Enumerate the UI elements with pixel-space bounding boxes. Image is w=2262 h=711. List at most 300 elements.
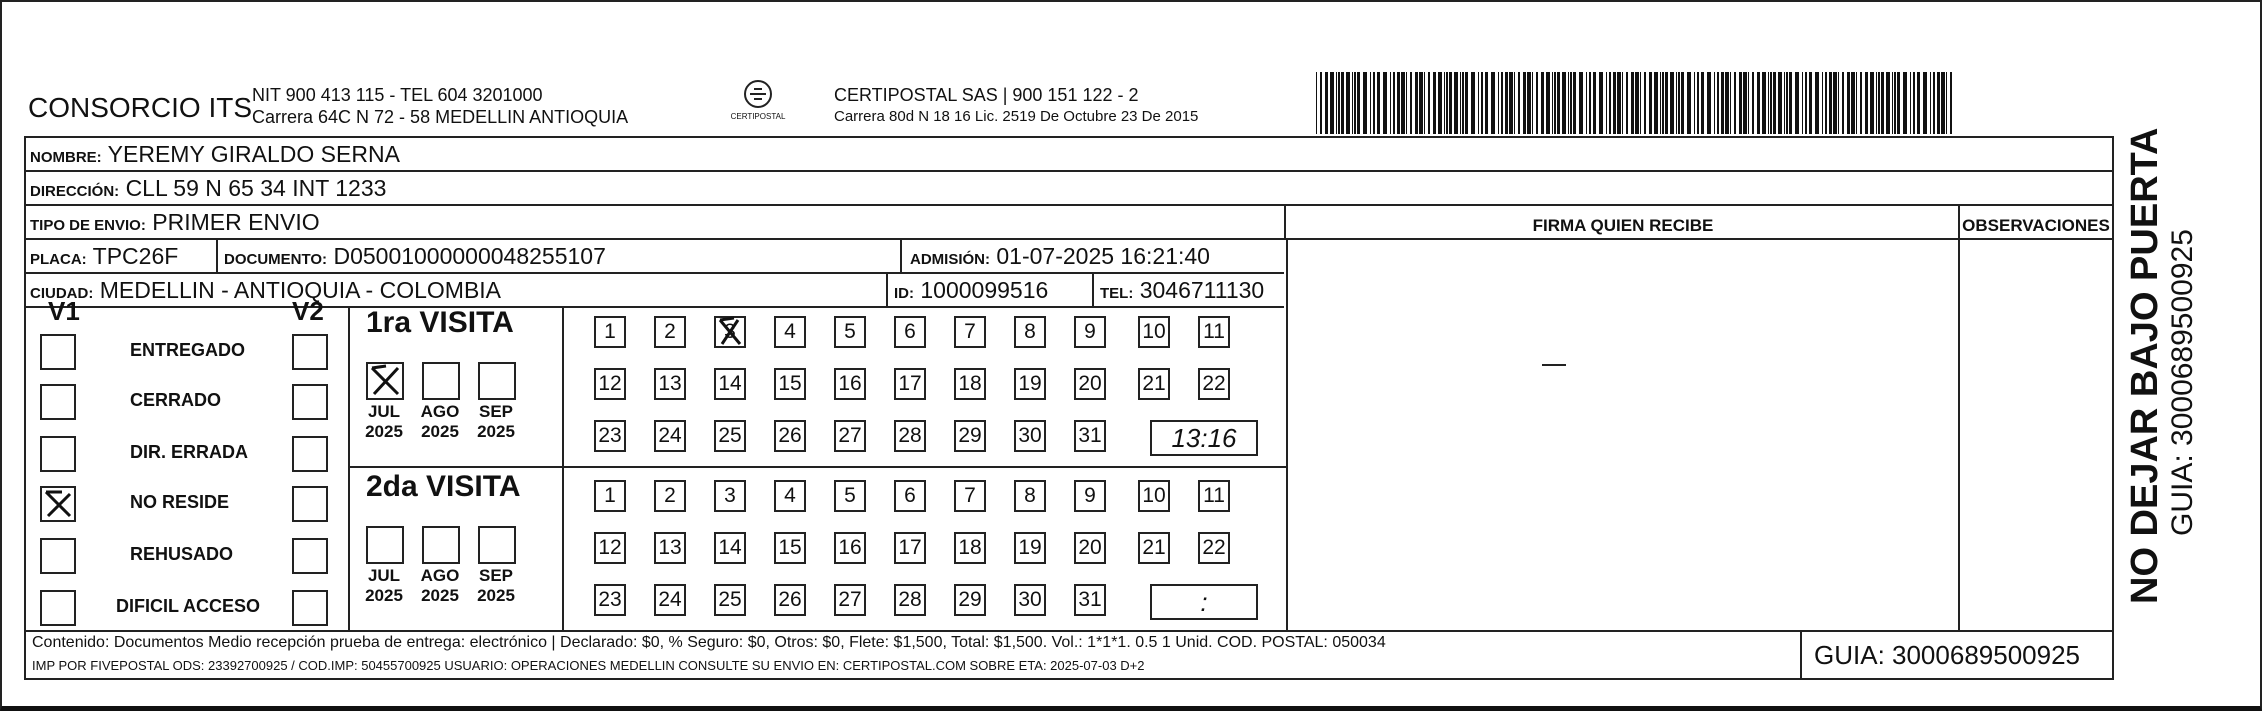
certipostal-name: CERTIPOSTAL SAS | 900 151 122 - 2 <box>834 85 1139 105</box>
barcode-bar <box>1725 72 1729 134</box>
barcode-bar <box>1460 72 1461 134</box>
check-mark-icon <box>42 488 74 520</box>
barcode-bar <box>1390 72 1391 134</box>
day-checkbox[interactable]: 26 <box>774 584 806 616</box>
barcode-bar <box>1635 72 1639 134</box>
v2-status-checkbox[interactable] <box>292 334 328 370</box>
firma-header: FIRMA QUIEN RECIBE <box>1288 206 1960 240</box>
footer-guia-divider <box>1800 630 1802 678</box>
day-checkbox[interactable]: 22 <box>1198 532 1230 564</box>
barcode-bar <box>1370 72 1371 134</box>
day-checkbox[interactable]: 19 <box>1014 368 1046 400</box>
id-cell <box>886 274 1048 306</box>
barcode-bar <box>1665 72 1668 134</box>
barcode-bar <box>1383 72 1387 134</box>
tipo-label: TIPO DE ENVIO: <box>30 217 146 234</box>
barcode-bar <box>1676 72 1677 134</box>
day-checkbox[interactable]: 30 <box>1014 584 1046 616</box>
admision-label: ADMISIÓN: <box>910 251 990 268</box>
barcode-bar <box>1589 72 1591 134</box>
barcode-bar <box>1424 72 1425 134</box>
barcode-bar <box>1743 72 1747 134</box>
v1-status-checkbox[interactable] <box>40 590 76 626</box>
day-checkbox[interactable]: 4 <box>774 316 806 348</box>
status-label: ENTREGADO <box>130 340 246 360</box>
barcode-bar <box>1707 72 1711 134</box>
observaciones-header: OBSERVACIONES <box>1960 206 2112 240</box>
barcode-bar <box>1352 72 1353 134</box>
day-checkbox[interactable]: 17 <box>894 368 926 400</box>
barcode-bar <box>1599 72 1603 134</box>
day-checkbox[interactable]: 9 <box>1074 480 1106 512</box>
barcode-bar <box>1509 72 1513 134</box>
month-label: JUL <box>367 402 401 421</box>
month-label: SEP <box>478 566 514 585</box>
documento-cell <box>216 240 606 272</box>
barcode-bar <box>1654 72 1658 134</box>
tipo-value: PRIMER ENVIO <box>152 209 320 235</box>
ciudad-label: CIUDAD: <box>30 285 94 302</box>
signature-mark <box>1542 364 1566 366</box>
barcode-bar <box>1881 72 1884 134</box>
year-label: 2025 <box>365 586 403 605</box>
v2-status-checkbox[interactable] <box>292 384 328 420</box>
tel-value: 3046711130 <box>1139 277 1265 303</box>
day-checkbox[interactable]: 29 <box>954 584 986 616</box>
barcode-bar <box>1419 72 1423 134</box>
day-checkbox[interactable]: 15 <box>774 532 806 564</box>
barcode-bar <box>1465 72 1468 134</box>
id-label: ID: <box>894 285 914 302</box>
barcode-bar <box>1410 72 1412 134</box>
barcode-bar <box>1670 72 1674 134</box>
barcode-bar <box>1717 72 1719 134</box>
year-label: 2025 <box>477 422 515 441</box>
day-checkbox[interactable]: 9 <box>1074 316 1106 348</box>
barcode-bar <box>1878 72 1880 134</box>
day-checkbox[interactable]: 18 <box>954 532 986 564</box>
placa-value: TPC26F <box>92 243 179 269</box>
status-label: DIFICIL ACCESO <box>116 596 261 616</box>
logo-text: CERTIPOSTAL <box>730 112 786 121</box>
id-value: 1000099516 <box>920 277 1049 303</box>
barcode-bar <box>1320 72 1322 134</box>
day-checkbox[interactable]: 23 <box>594 584 626 616</box>
day-checkbox[interactable]: 20 <box>1074 368 1106 400</box>
day-checkbox[interactable]: 17 <box>894 532 926 564</box>
barcode-bar <box>1842 72 1844 134</box>
barcode-bar <box>1341 72 1344 134</box>
barcode-bar <box>1856 72 1857 134</box>
barcode-bar <box>1514 72 1515 134</box>
barcode-bar <box>1838 72 1839 134</box>
barcode-bar <box>1568 72 1569 134</box>
tel-cell <box>1092 274 1264 306</box>
ciudad-value: MEDELLIN - ANTIOQUIA - COLOMBIA <box>99 277 502 303</box>
check-mark-icon <box>714 316 746 348</box>
barcode-bar <box>1941 72 1945 134</box>
barcode-bar <box>1527 72 1531 134</box>
admision-cell <box>900 240 1210 272</box>
barcode-bar <box>1829 72 1832 134</box>
day-checkbox[interactable]: 28 <box>894 420 926 452</box>
barcode-bar <box>1552 72 1553 134</box>
barcode-bar <box>1617 72 1621 134</box>
barcode-bar <box>1346 72 1350 134</box>
nombre-label: NOMBRE: <box>30 149 102 166</box>
barcode-bar <box>1613 72 1616 134</box>
year-label: 2025 <box>365 422 403 441</box>
barcode-bar <box>1330 72 1334 134</box>
barcode-bar <box>1913 72 1915 134</box>
barcode-bar <box>1579 72 1583 134</box>
barcode-bar <box>1501 72 1503 134</box>
barcode-bar <box>1393 72 1395 134</box>
status-label: CERRADO <box>130 390 222 410</box>
barcode-bar <box>1865 72 1868 134</box>
barcode-bar <box>1536 72 1538 134</box>
barcode-bar <box>1518 72 1520 134</box>
barcode-bar <box>1562 72 1566 134</box>
shipping-label-body <box>24 136 2114 680</box>
certipostal-info <box>834 84 1198 128</box>
barcode-bar <box>1454 72 1458 134</box>
day-checkbox[interactable]: 3 <box>714 480 746 512</box>
direccion-value: CLL 59 N 65 34 INT 1233 <box>125 175 387 201</box>
barcode-bar <box>1687 72 1691 134</box>
barcode-bar <box>1660 72 1661 134</box>
barcode-bar <box>1523 72 1526 134</box>
barcode-bar <box>1903 72 1907 134</box>
day-checkbox[interactable]: 6 <box>894 316 926 348</box>
month-label: AGO <box>420 566 460 585</box>
barcode-bar <box>1933 72 1935 134</box>
barcode-bar <box>1415 72 1418 134</box>
barcode-bar <box>1336 72 1337 134</box>
barcode-bar <box>1609 72 1611 134</box>
barcode-bar <box>1870 72 1874 134</box>
barcode-bar <box>1946 72 1947 134</box>
barcode-bar <box>1815 72 1819 134</box>
barcode-bar <box>1825 72 1827 134</box>
barcode-bar <box>1701 72 1704 134</box>
barcode-bar <box>1860 72 1862 134</box>
barcode-bar <box>1631 72 1634 134</box>
day-checkbox[interactable]: 29 <box>954 420 986 452</box>
month-divider <box>562 308 564 630</box>
side-guia: GUIA: 3000689500925 <box>2166 229 2199 536</box>
barcode-bar <box>1897 72 1900 134</box>
barcode-bar <box>1471 72 1475 134</box>
month-checkbox[interactable] <box>422 362 460 400</box>
visit-divider <box>348 466 1286 468</box>
barcode-bar <box>1930 72 1931 134</box>
barcode-bar <box>1809 72 1812 134</box>
barcode-bar <box>1778 72 1782 134</box>
barcode-bar <box>1748 72 1749 134</box>
barcode-bar <box>1606 72 1607 134</box>
day-checkbox[interactable]: 18 <box>954 368 986 400</box>
barcode-bar <box>1721 72 1724 134</box>
nombre-value: YEREMY GIRALDO SERNA <box>107 141 400 167</box>
status-label: DIR. ERRADA <box>130 442 249 462</box>
day-checkbox[interactable]: 31 <box>1074 420 1106 452</box>
barcode-bar <box>1822 72 1823 134</box>
barcode-bar <box>1622 72 1623 134</box>
barcode-bar <box>1649 72 1652 134</box>
second-visit-label: 2da VISITA <box>366 470 521 503</box>
day-checkbox[interactable]: 25 <box>714 420 746 452</box>
documento-label: DOCUMENTO: <box>224 251 328 268</box>
day-checkbox[interactable]: 7 <box>954 316 986 348</box>
barcode-bar <box>1784 72 1785 134</box>
day-checkbox[interactable]: 15 <box>774 368 806 400</box>
company-address: Carrera 64C N 72 - 58 MEDELLIN ANTIOQUIA <box>252 107 629 127</box>
company-info <box>252 84 628 128</box>
barcode-bar <box>1739 72 1742 134</box>
barcode-bar <box>1573 72 1576 134</box>
barcode-bar <box>1626 72 1628 134</box>
barcode-bar <box>1694 72 1695 134</box>
barcode-bar <box>1505 72 1508 134</box>
barcode-bar <box>1373 72 1375 134</box>
day-checkbox[interactable]: 26 <box>774 420 806 452</box>
barcode-bar <box>1752 72 1754 134</box>
barcode-bar <box>1363 72 1367 134</box>
barcode-bar <box>1325 72 1328 134</box>
direccion-row <box>26 172 2112 206</box>
day-checkbox[interactable]: 6 <box>894 480 926 512</box>
day-checkbox[interactable]: 22 <box>1198 368 1230 400</box>
barcode-bar <box>1338 72 1340 134</box>
barcode-bar <box>1428 72 1430 134</box>
year-label: 2025 <box>421 422 459 441</box>
barcode-bar <box>1377 72 1380 134</box>
barcode-bar <box>1917 72 1920 134</box>
barcode-bar <box>1795 72 1799 134</box>
day-checkbox[interactable]: 23 <box>594 420 626 452</box>
year-label: 2025 <box>421 586 459 605</box>
day-checkbox[interactable]: 21 <box>1138 368 1170 400</box>
barcode-bar <box>1786 72 1788 134</box>
day-checkbox[interactable]: 5 <box>834 316 866 348</box>
direccion-label: DIRECCIÓN: <box>30 183 120 200</box>
barcode-bar <box>1397 72 1400 134</box>
certipostal-address: Carrera 80d N 18 16 Lic. 2519 De Octubre 23 De 2015 <box>834 108 1199 125</box>
barcode-bar <box>1789 72 1792 134</box>
brand-name: CONSORCIO ITS <box>28 92 253 123</box>
barcode-bar <box>1446 72 1448 134</box>
day-checkbox[interactable]: 21 <box>1138 532 1170 564</box>
barcode-bar <box>1438 72 1442 134</box>
barcode-bar <box>1433 72 1436 134</box>
v2-status-checkbox[interactable] <box>292 486 328 522</box>
v1-status-checkbox[interactable] <box>40 384 76 420</box>
nombre-row <box>26 138 2112 172</box>
barcode-bar <box>1833 72 1837 134</box>
barcode-bar <box>1805 72 1807 134</box>
day-checkbox[interactable]: 2 <box>654 316 686 348</box>
tipo-row <box>26 206 1286 240</box>
barcode-bar <box>1546 72 1550 134</box>
day-checkbox[interactable]: 1 <box>594 480 626 512</box>
barcode-bar <box>1644 72 1646 134</box>
day-checkbox[interactable]: 11 <box>1198 316 1230 348</box>
v1-status-checkbox[interactable] <box>40 436 76 472</box>
day-checkbox[interactable]: 31 <box>1074 584 1106 616</box>
barcode-bar <box>1923 72 1927 134</box>
barcode-bar <box>1554 72 1556 134</box>
barcode-bar <box>1481 72 1483 134</box>
day-checkbox[interactable]: 8 <box>1014 316 1046 348</box>
footer-imp: IMP POR FIVEPOSTAL ODS: 23392700925 / COD.IMP: 50455700925 USUARIO: OPERACIONES MEDELLIN CONSULTE SU ENVIO EN: CERTIPOSTAL.COM SOBRE ETA: 2025-07-03 D+2 <box>32 658 1145 673</box>
day-checkbox[interactable]: 25 <box>714 584 746 616</box>
barcode-bar <box>1498 72 1499 134</box>
day-checkbox[interactable]: 2 <box>654 480 686 512</box>
day-checkbox[interactable]: 3 <box>714 316 746 348</box>
barcode-bar <box>1491 72 1495 134</box>
v2-status-checkbox[interactable] <box>292 590 328 626</box>
year-label: 2025 <box>477 586 515 605</box>
documento-value: D05001000000048255107 <box>333 243 606 269</box>
barcode-bar <box>1357 72 1360 134</box>
v1-status-checkbox[interactable] <box>40 486 76 522</box>
barcode-bar <box>1937 72 1940 134</box>
day-checkbox[interactable]: 27 <box>834 584 866 616</box>
day-checkbox[interactable]: 12 <box>594 532 626 564</box>
barcode-bar <box>1406 72 1407 134</box>
placa-row <box>26 240 1284 274</box>
barcode <box>1316 72 1956 134</box>
day-checkbox[interactable]: 13 <box>654 368 686 400</box>
month-checkbox[interactable] <box>478 362 516 400</box>
firma-left-border <box>1286 238 1288 630</box>
barcode-bar <box>1478 72 1479 134</box>
barcode-bar <box>1802 72 1803 134</box>
month-label: SEP <box>478 402 514 421</box>
month-checkbox[interactable] <box>478 526 516 564</box>
footer-content: Contenido: Documentos Medio recepción prueba de entrega: electrónico | Declarado: $0, % Seguro: $0, Otros: $0, Flete: $1,500, Total: $1,500. Vol.: 1*1*1. 0.5 1 Unid. COD. POSTAL: 050034 <box>32 634 1386 651</box>
v2-status-checkbox[interactable] <box>292 436 328 472</box>
barcode-bar <box>1910 72 1911 134</box>
day-checkbox[interactable]: 7 <box>954 480 986 512</box>
time-field[interactable]: : <box>1150 584 1258 620</box>
first-visit-label: 1ra VISITA <box>366 306 514 339</box>
day-checkbox[interactable]: 30 <box>1014 420 1046 452</box>
barcode-bar <box>1485 72 1488 134</box>
barcode-bar <box>1847 72 1850 134</box>
day-checkbox[interactable]: 14 <box>714 368 746 400</box>
day-checkbox[interactable]: 20 <box>1074 532 1106 564</box>
barcode-bar <box>1768 72 1769 134</box>
day-checkbox[interactable]: 16 <box>834 368 866 400</box>
barcode-bar <box>1851 72 1855 134</box>
barcode-bar <box>1714 72 1715 134</box>
v2-label: V2 <box>292 296 324 326</box>
barcode-bar <box>1570 72 1572 134</box>
barcode-bar <box>1734 72 1736 134</box>
barcode-bar <box>1593 72 1596 134</box>
day-checkbox[interactable]: 10 <box>1138 316 1170 348</box>
day-checkbox[interactable]: 27 <box>834 420 866 452</box>
barcode-bar <box>1892 72 1893 134</box>
check-mark-icon <box>368 364 402 398</box>
day-checkbox[interactable]: 13 <box>654 532 686 564</box>
day-checkbox[interactable]: 4 <box>774 480 806 512</box>
barcode-bar <box>1678 72 1680 134</box>
day-checkbox[interactable]: 1 <box>594 316 626 348</box>
barcode-bar <box>1354 72 1356 134</box>
barcode-bar <box>1662 72 1664 134</box>
day-checkbox[interactable]: 19 <box>1014 532 1046 564</box>
day-checkbox[interactable]: 5 <box>834 480 866 512</box>
barcode-bar <box>1557 72 1560 134</box>
v2-status-checkbox[interactable] <box>292 538 328 574</box>
month-label: AGO <box>420 402 460 421</box>
day-checkbox[interactable]: 11 <box>1198 480 1230 512</box>
barcode-bar <box>1316 72 1317 134</box>
month-checkbox[interactable] <box>366 362 404 400</box>
barcode-bar <box>1730 72 1731 134</box>
barcode-bar <box>1773 72 1776 134</box>
time-field[interactable]: 13:16 <box>1150 420 1258 456</box>
certipostal-logo <box>728 72 788 132</box>
barcode-bar <box>1757 72 1760 134</box>
barcode-bar <box>1462 72 1464 134</box>
day-checkbox[interactable]: 28 <box>894 584 926 616</box>
day-checkbox[interactable]: 10 <box>1138 480 1170 512</box>
month-label: JUL <box>367 566 401 585</box>
v1-status-checkbox[interactable] <box>40 334 76 370</box>
barcode-bar <box>1770 72 1772 134</box>
barcode-bar <box>1586 72 1587 134</box>
barcode-bar <box>1444 72 1445 134</box>
v1-status-checkbox[interactable] <box>40 538 76 574</box>
status-divider <box>348 308 350 630</box>
day-checkbox[interactable]: 16 <box>834 532 866 564</box>
footer-guia: GUIA: 3000689500925 <box>1814 640 2080 670</box>
barcode-bar <box>1697 72 1699 134</box>
day-checkbox[interactable]: 12 <box>594 368 626 400</box>
barcode-bar <box>1401 72 1405 134</box>
month-checkbox[interactable] <box>366 526 404 564</box>
barcode-bar <box>1449 72 1452 134</box>
barcode-bar <box>1886 72 1890 134</box>
day-checkbox[interactable]: 14 <box>714 532 746 564</box>
barcode-bar <box>1541 72 1544 134</box>
barcode-bar <box>1894 72 1896 134</box>
tel-label: TEL: <box>1100 285 1134 302</box>
barcode-bar <box>1876 72 1877 134</box>
barcode-bar <box>1762 72 1766 134</box>
month-checkbox[interactable] <box>422 526 460 564</box>
day-checkbox[interactable]: 24 <box>654 420 686 452</box>
barcode-bar <box>1532 72 1533 134</box>
status-label: REHUSADO <box>130 544 234 564</box>
day-checkbox[interactable]: 24 <box>654 584 686 616</box>
ciudad-row <box>26 274 1284 308</box>
nit-tel: NIT 900 413 115 - TEL 604 3201000 <box>252 85 543 105</box>
side-warning: NO DEJAR BAJO PUERTA <box>2124 127 2166 604</box>
placa-label: PLACA: <box>30 251 87 268</box>
barcode-bar <box>1640 72 1641 134</box>
v1-label: V1 <box>48 296 80 326</box>
observaciones-left-border <box>1958 238 1960 630</box>
status-label: NO RESIDE <box>130 492 230 512</box>
barcode-bar <box>1950 72 1952 134</box>
day-checkbox[interactable]: 8 <box>1014 480 1046 512</box>
barcode-bar <box>1681 72 1684 134</box>
